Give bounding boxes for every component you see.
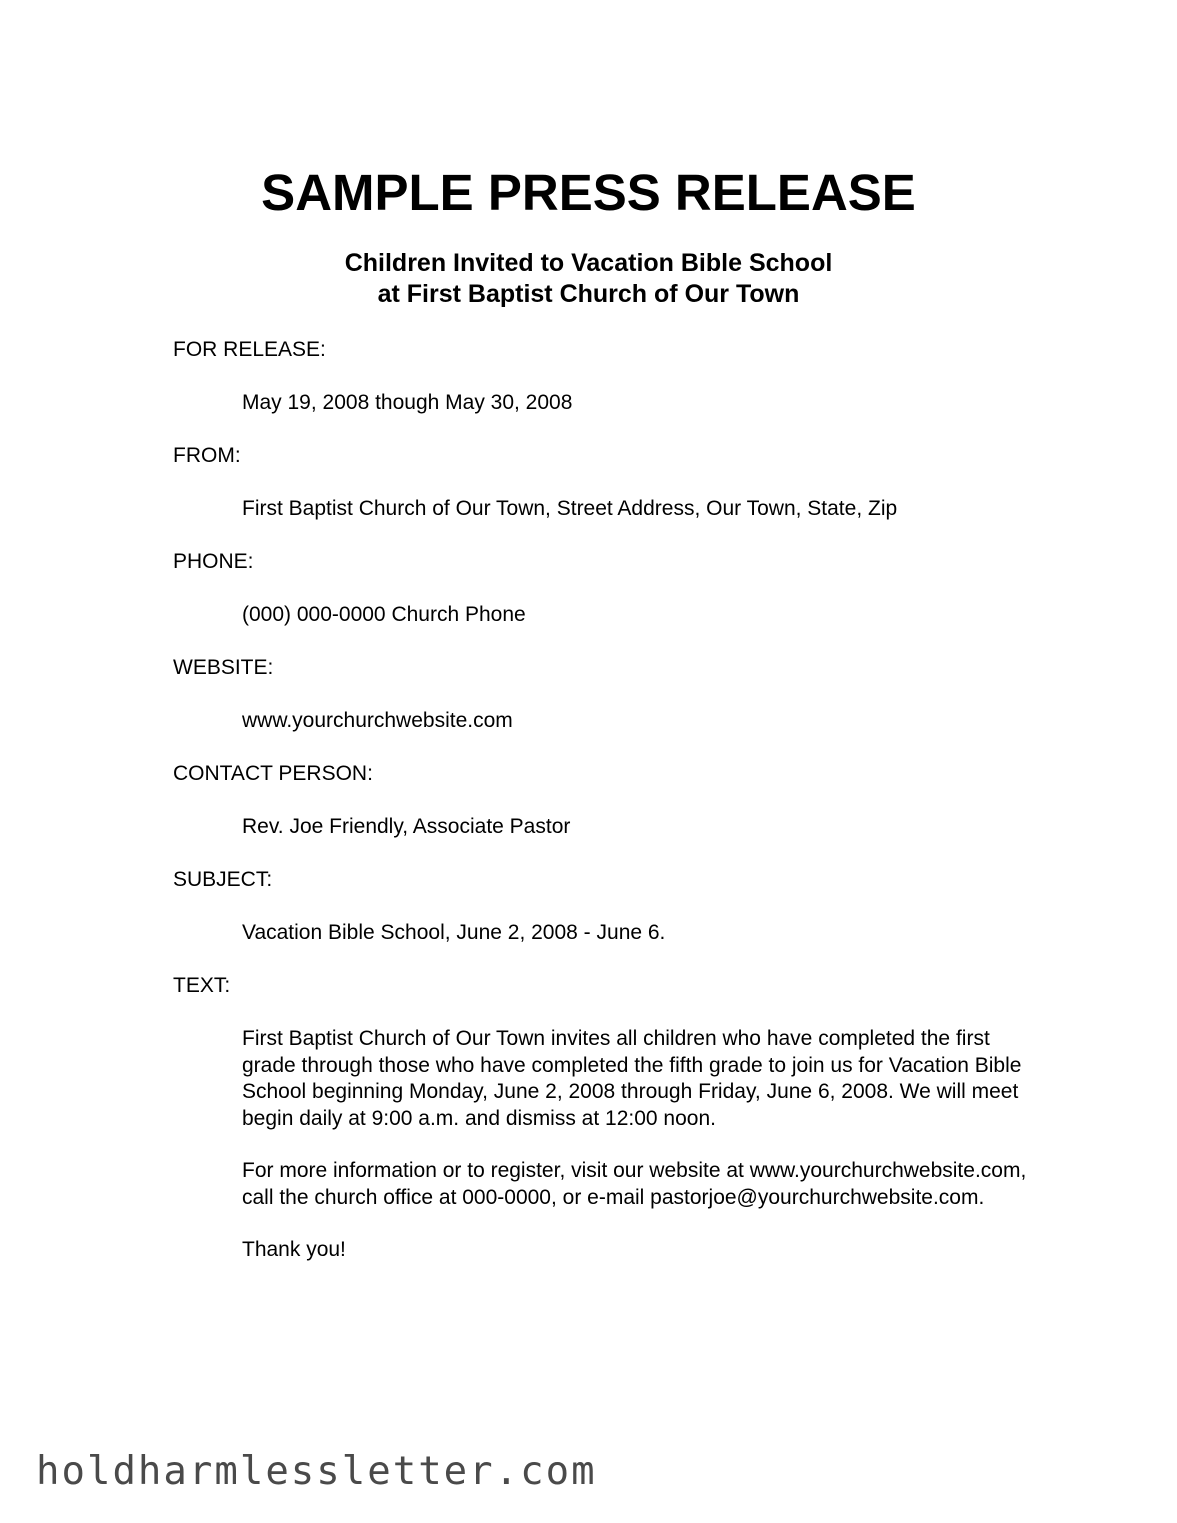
press-release-headline <box>0 248 1177 310</box>
field-label: WEBSITE: <box>173 656 274 679</box>
body-paragraph: Thank you! <box>242 1238 346 1261</box>
body-paragraph: First Baptist Church of Our Town invites all children who have completed the first grade through those who have completed the fifth grade to join us for Vacation Bible School beginning Monday, June 2, 2008 through Friday, June 6, 2008. We will meet begin daily at 9:00 a.m. and dismiss at 12:00 noon. <box>242 1027 1022 1130</box>
field-value: May 19, 2008 though May 30, 2008 <box>242 391 573 414</box>
headline-line-1: Children Invited to Vacation Bible School <box>344 249 833 277</box>
field-value: (000) 000-0000 Church Phone <box>242 603 526 626</box>
headline-line-2: at First Baptist Church of Our Town <box>377 280 800 308</box>
field-label: PHONE: <box>173 550 254 573</box>
body-paragraph: For more information or to register, visit our website at www.yourchurchwebsite.com, call the church office at 000-0000, or e-mail pastorjoe@yourchurchwebsite.com. <box>242 1159 1027 1209</box>
field-value: Vacation Bible School, June 2, 2008 - June 6. <box>242 921 666 944</box>
field-label: CONTACT PERSON: <box>173 762 373 785</box>
field-phone <box>173 549 1033 628</box>
field-website <box>173 655 1033 734</box>
field-contact-person <box>173 761 1033 840</box>
field-value: Rev. Joe Friendly, Associate Pastor <box>242 815 571 838</box>
field-label: FOR RELEASE: <box>173 338 326 361</box>
field-label: FROM: <box>173 444 241 467</box>
field-from <box>173 443 1033 522</box>
release-fields <box>173 337 1033 1290</box>
field-text <box>173 973 1033 1264</box>
release-body <box>242 1026 1032 1264</box>
site-watermark: holdharmlessletter.com <box>36 1449 597 1494</box>
field-value: First Baptist Church of Our Town, Street Address, Our Town, State, Zip <box>242 497 898 520</box>
field-label: TEXT: <box>173 974 231 997</box>
field-label: SUBJECT: <box>173 868 273 891</box>
field-value: www.yourchurchwebsite.com <box>242 709 513 732</box>
page-title: SAMPLE PRESS RELEASE <box>261 164 916 221</box>
field-for-release <box>173 337 1033 416</box>
field-subject <box>173 867 1033 946</box>
